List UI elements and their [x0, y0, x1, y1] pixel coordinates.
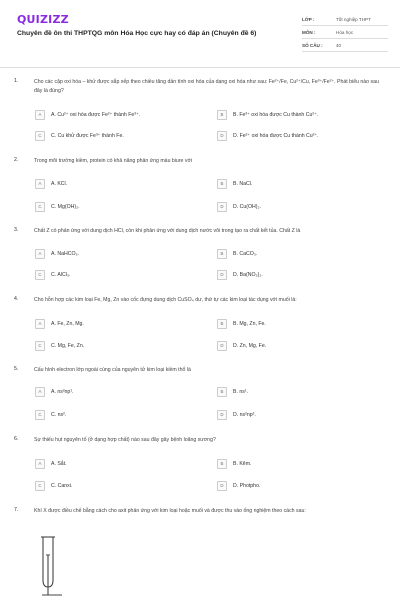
option-d[interactable] [217, 269, 263, 280]
option-b[interactable] [217, 178, 252, 189]
option-text: A. Fe, Zn, Mg. [51, 320, 84, 327]
option-d[interactable] [217, 201, 261, 212]
question-text: Sự thiếu hụt nguyên tố (ở dạng hợp chất) nào sau đây gây bệnh loãng xương? [34, 437, 216, 443]
option-letter-badge: B [217, 459, 227, 469]
option-text: A. KCl. [51, 180, 68, 187]
option-b[interactable] [217, 458, 251, 469]
option-letter-badge: A [35, 179, 45, 189]
question-text: Cho hỗn hợp các kim loại Fe, Mg, Zn vào cốc đựng dung dịch CuSO₄ dư, thứ tự các kim loại tác dụng với muối là: [34, 297, 297, 303]
option-text: C. AlCl₃. [51, 271, 71, 278]
option-b[interactable] [217, 109, 318, 120]
meta-value: Tốt nghiệp THPT [336, 16, 371, 22]
question-number: 2. [14, 157, 19, 163]
meta-key: MÔN : [302, 29, 316, 35]
option-a[interactable] [35, 248, 79, 259]
option-b[interactable] [217, 386, 248, 397]
option-text: D. Fe²⁺ oxi hóa được Cu thành Cu²⁺. [233, 132, 319, 139]
option-letter-badge: B [217, 110, 227, 120]
question-number: 1. [14, 78, 19, 84]
option-letter-badge: C [35, 131, 45, 141]
option-text: B. Fe³⁺ oxi hóa được Cu thành Cu²⁺. [233, 111, 319, 118]
meta-row-count [302, 39, 388, 52]
question-text: Cấu hình electron lớp ngoài cùng của nguyên tử kim loại kiềm thổ là [34, 367, 191, 373]
option-a[interactable] [35, 178, 67, 189]
test-tube-apparatus-figure [32, 535, 72, 600]
option-text: D. Cu(OH)₂. [233, 203, 261, 210]
option-a[interactable] [35, 386, 74, 397]
meta-value: 40 [336, 42, 342, 48]
option-text: B. NaCl. [233, 180, 253, 187]
option-b[interactable] [217, 318, 266, 329]
question-text: Khí X được điều chế bằng cách cho axit phản ứng với kim loại hoặc muối và được thu vào ống nghiệm theo cách sau: [34, 508, 306, 514]
option-text: B. ns¹. [233, 388, 248, 395]
option-letter-badge: B [217, 249, 227, 259]
option-d[interactable] [217, 480, 260, 491]
option-text: A. NaHCO₃. [51, 250, 80, 257]
option-letter-badge: C [35, 341, 45, 351]
option-text: B. Kẽm. [233, 460, 252, 467]
question-text: Cho các cặp oxi hóa – khử được sắp xếp theo chiều tăng dần tính oxi hóa của dạng oxi hóa như sau: Fe²⁺/Fe, Cu²⁺/Cu, Fe³⁺/Fe²⁺. Phát biểu nào sau đây là đúng? [34, 79, 379, 94]
option-text: D. Photpho. [233, 482, 261, 489]
option-text: A. ns²np¹. [51, 388, 74, 395]
meta-key: LỚP : [302, 16, 315, 22]
option-a[interactable] [35, 458, 67, 469]
option-text: D. Zn, Mg, Fe. [233, 342, 267, 349]
question-text: Chất Z có phản ứng với dung dịch HCl, còn khi phản ứng với dung dịch nước vôi trong tạo ra chất kết tủa. Chất Z là [34, 228, 301, 234]
meta-row-subject [302, 26, 388, 39]
option-text: B. CaCO₃. [233, 250, 258, 257]
option-d[interactable] [217, 130, 319, 141]
question-number: 4. [14, 296, 19, 302]
question-number: 6. [14, 436, 19, 442]
meta-panel [302, 13, 388, 52]
option-letter-badge: C [35, 270, 45, 280]
option-c[interactable] [35, 201, 80, 212]
option-c[interactable] [35, 480, 72, 491]
option-letter-badge: B [217, 387, 227, 397]
option-letter-badge: D [217, 410, 227, 420]
option-text: A. Sắt. [51, 460, 67, 467]
option-text: B. Mg, Zn, Fe. [233, 320, 266, 327]
question-number: 7. [14, 507, 19, 513]
option-d[interactable] [217, 409, 256, 420]
document-title: Chuyên đề ôn thi THPTQG môn Hóa Học cực hay có đáp án (Chuyên đề 6) [17, 30, 257, 37]
question-number: 5. [14, 366, 19, 372]
option-letter-badge: D [217, 202, 227, 212]
option-a[interactable] [35, 318, 84, 329]
option-c[interactable] [35, 269, 70, 280]
option-letter-badge: D [217, 481, 227, 491]
option-letter-badge: A [35, 387, 45, 397]
option-text: C. Mg, Fe, Zn. [51, 342, 85, 349]
meta-key: SỐ CÂU : [302, 42, 323, 48]
option-d[interactable] [217, 340, 266, 351]
option-c[interactable] [35, 130, 124, 141]
option-text: A. Cu²⁺ oxi hóa được Fe²⁺ thành Fe³⁺. [51, 111, 141, 118]
option-text: C. ns². [51, 411, 67, 418]
meta-row-class [302, 13, 388, 26]
option-letter-badge: B [217, 179, 227, 189]
option-letter-badge: A [35, 110, 45, 120]
option-text: D. ns²np². [233, 411, 256, 418]
option-letter-badge: D [217, 131, 227, 141]
quizizz-logo[interactable]: QUIZIZZ [17, 13, 69, 26]
option-c[interactable] [35, 409, 66, 420]
option-b[interactable] [217, 248, 257, 259]
option-text: C. Mg(OH)₂. [51, 203, 80, 210]
meta-value: Hóa học [336, 29, 354, 35]
option-letter-badge: A [35, 319, 45, 329]
option-letter-badge: D [217, 341, 227, 351]
option-text: C. Cu khử được Fe³⁺ thành Fe. [51, 132, 124, 139]
question-text: Trong môi trường kiềm, protein có khả năng phản ứng màu biure với [34, 158, 193, 164]
question-number: 3. [14, 227, 19, 233]
option-a[interactable] [35, 109, 140, 120]
header-divider [0, 67, 400, 68]
option-letter-badge: C [35, 481, 45, 491]
option-letter-badge: A [35, 249, 45, 259]
option-text: C. Canxi. [51, 482, 73, 489]
option-letter-badge: B [217, 319, 227, 329]
option-letter-badge: C [35, 410, 45, 420]
document-header [0, 0, 400, 62]
option-letter-badge: A [35, 459, 45, 469]
option-letter-badge: C [35, 202, 45, 212]
option-c[interactable] [35, 340, 84, 351]
option-text: D. Ba(NO₃)₂. [233, 271, 263, 278]
option-letter-badge: D [217, 270, 227, 280]
